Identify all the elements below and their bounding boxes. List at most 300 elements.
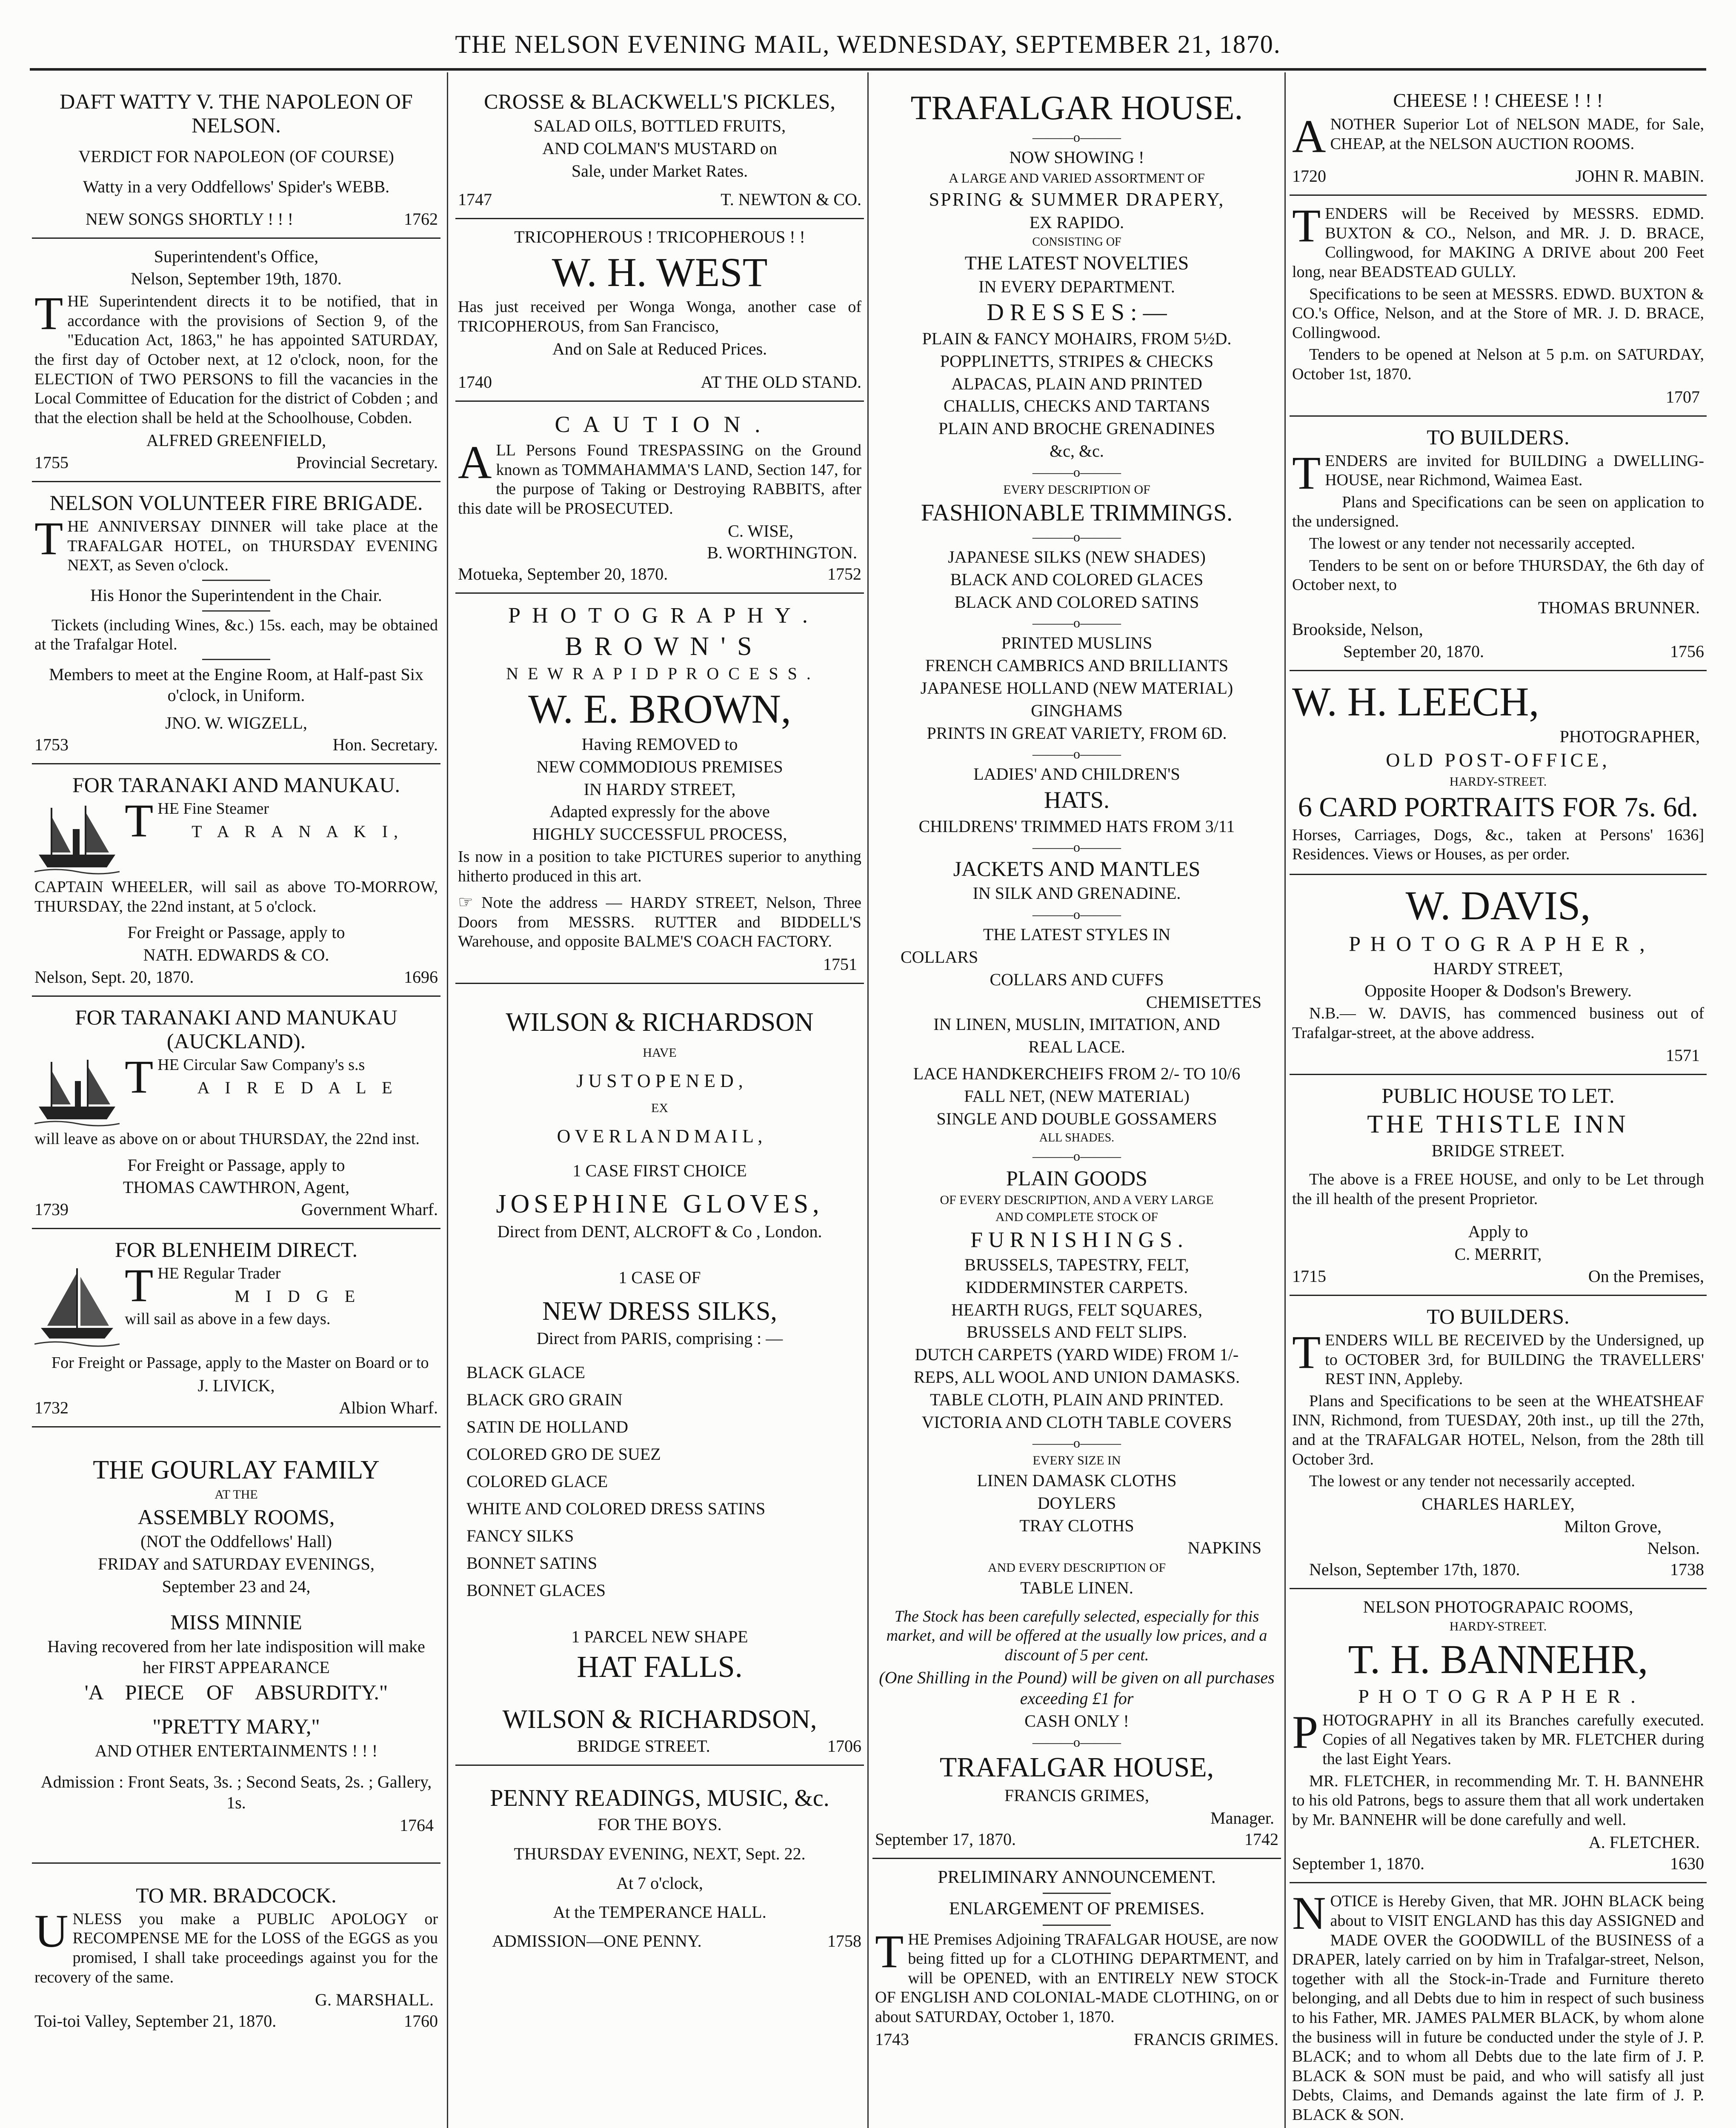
ad-line: PRINTS IN GREAT VARIETY, FROM 6D. [927,723,1227,743]
divider: ———o——— [1032,1734,1121,1750]
ad-line: 'A PIECE OF ABSURDITY." [84,1680,388,1705]
ad-number: 1758 [827,1931,861,1951]
ad-line: On the Premises, [1588,1267,1704,1286]
ad-signature: CHARLES HARLEY, [1421,1494,1575,1513]
ad-line: IN SILK AND GRENADINE. [972,884,1181,903]
ad-public-house [1290,1075,1707,1296]
ad-line: The Stock has been carefully selected, especially for this market, and will be offered at the usually low prices, and a discount of 5 per cent. [886,1607,1267,1664]
divider [202,659,270,660]
ad-body: The above is a FREE HOUSE, and only to be Let through the ill health of the present Proprietor. [1292,1170,1704,1208]
ad-line: MISS MINNIE [170,1610,302,1634]
ad-signature: JNO. W. WIGZELL, [165,713,307,732]
ad-footer [34,453,438,472]
ad-number: 1743 [875,2029,909,2049]
ad-title: PUBLIC HOUSE TO LET. [1381,1084,1615,1108]
divider [1043,1893,1111,1894]
column-4 [1290,81,1707,2128]
ad-signature: JOHN R. MABIN. [1575,166,1704,186]
ad-line: REPS, ALL WOOL AND UNION DAMASKS. [913,1367,1240,1387]
ad-line: AND OTHER ENTERTAINMENTS ! ! ! [94,1741,378,1761]
ad-title: TO BUILDERS. [1427,425,1570,449]
ad-title: TO BUILDERS. [1427,1304,1570,1329]
list-item: BONNET SATINS [466,1553,598,1573]
ad-line: Government Wharf. [301,1200,438,1219]
ad-number: 1742 [1244,1830,1278,1849]
ad-footer [1292,642,1704,661]
ad-number: 1747 [458,190,492,209]
ad-line: Apply to [1468,1222,1528,1241]
ad-line: NEW DRESS SILKS, [542,1297,777,1326]
ad-gourlay-family [32,1427,440,1864]
ad-title: TRAFALGAR HOUSE. [910,89,1243,127]
ad-line: HARDY STREET, [1433,958,1563,978]
ad-number: 1571 [1666,1046,1700,1065]
ad-title: THE GOURLAY FAMILY [93,1455,380,1484]
ad-line: AT THE OLD STAND. [701,372,861,392]
ad-date: September 1, 1870. [1292,1854,1425,1873]
ad-line: VERDICT FOR NAPOLEON (OF COURSE) [78,147,394,166]
ad-line: REAL LACE. [1028,1037,1125,1057]
ad-line: THE LATEST STYLES IN [983,925,1171,944]
ad-line: Superintendent's Office, [154,246,319,266]
ad-line: THURSDAY EVENING, NEXT, Sept. 22. [514,1844,806,1863]
ad-title: PENNY READINGS, MUSIC, &c. [490,1785,829,1812]
masthead: THE NELSON EVENING MAIL, WEDNESDAY, SEPTEMBER 21, 1870. [455,30,1281,58]
ad-date: Nelson, Sept. 20, 1870. [34,967,194,987]
ad-line: Plans and Specifications to be seen at the WHEATSHEAF INN, Richmond, from TUESDAY, 20th inst., up till the 27th, and at the TRAFALGAR HOTEL, Nelson, from the 28th till October 3rd. [1292,1392,1704,1468]
ad-line: JOSEPHINE GLOVES, [496,1190,824,1219]
ad-signature: G. MARSHALL. [315,1990,434,2010]
ad-line: Albion Wharf. [339,1398,438,1417]
ad-line: JAPANESE SILKS (NEW SHADES) [948,547,1206,566]
ad-trafalgar-house [872,81,1281,1859]
ad-line: At 7 o'clock, [616,1873,703,1893]
divider: ———o——— [1032,839,1121,855]
ad-footer [458,190,861,209]
ad-date: Motueka, September 20, 1870. [458,564,668,584]
ad-line: HAVE [643,1046,677,1060]
ad-line: For Freight or Passage, apply to [127,923,345,942]
ad-line: BLACK AND COLORED GLACES [950,569,1204,589]
ad-line: HARDY-STREET. [1449,774,1547,789]
ad-line: Tenders to be opened at Nelson at 5 p.m. on SATURDAY, October 1st, 1870. [1292,346,1704,383]
ad-builders-1 [1290,417,1707,671]
divider [1043,1925,1111,1926]
ad-line: BRUSSELS AND FELT SLIPS. [967,1322,1187,1342]
ad-signature: TRAFALGAR HOUSE, [939,1751,1214,1783]
ad-body: THE Premises Adjoining TRAFALGAR HOUSE, are now being fitted up for a CLOTHING DEPARTMENT, and will be OPENED, with an ENTIRELY NEW STOCK OF ENGLISH AND COLONIAL-MADE CLOTHING, on or about SATURDAY, October 1, 1870. [875,1925,1278,2026]
ad-signature: A. FLETCHER. [1588,1833,1700,1852]
ad-line: ALPACAS, PLAIN AND PRINTED [951,374,1202,393]
ad-line: P H O T O G R A P H E R . [1358,1685,1638,1707]
ad-line: BLACK AND COLORED SATINS [954,592,1199,612]
ad-leech-photographer [1290,671,1707,875]
ad-line: HATS. [1044,787,1110,814]
ad-line: EVERY DESCRIPTION OF [1003,482,1150,497]
ad-line: OLD POST-OFFICE, [1386,749,1610,771]
ad-footer [1292,1854,1704,1873]
ad-airedale [32,997,440,1229]
ad-line: N.B.— W. DAVIS, has commenced business out of Trafalgar-street, at the above address. [1292,1004,1704,1042]
ad-line: SINGLE AND DOUBLE GOSSAMERS [936,1109,1217,1128]
ad-body: UNLESS you make a PUBLIC APOLOGY or RECOMPENSE ME for the LOSS of the EGGS as you promised, I shall take proceedings against you for the recovery of the same. [34,1905,438,1986]
ad-footer [1292,166,1704,186]
ad-footer [458,1736,861,1756]
ad-line: &c, &c. [1050,441,1104,460]
ad-body: Horses, Carriages, Dogs, &c., taken at Persons' 1636] Residences. Views or Houses, as per order. [1292,826,1704,864]
ad-line: NOW SHOWING ! [1009,148,1144,167]
ad-line: SALAD OILS, BOTTLED FRUITS, [533,116,786,135]
ad-line: TRAY CLOTHS [1019,1516,1134,1535]
ad-date: September 17, 1870. [875,1830,1016,1849]
ad-signature: J. LIVICK, [197,1376,275,1395]
ad-line: Tickets (including Wines, &c.) 15s. each, may be obtained at the Trafalgar Hotel. [34,616,438,654]
ad-line: Adapted expressly for the above [549,802,770,821]
ad-date: September 23 and 24, [162,1577,311,1596]
ship-name: M I D G E [235,1286,361,1306]
ad-number: 1630 [1670,1854,1704,1873]
ad-line: PLAIN & FANCY MOHAIRS, FROM 5½D. [922,329,1232,348]
ad-line: EX RAPIDO. [1029,213,1124,232]
ad-number: 1760 [404,2011,438,2031]
ad-signature: T. NEWTON & CO. [721,190,861,209]
ad-line: FASHIONABLE TRIMMINGS. [921,500,1233,526]
ad-line: NELSON PHOTOGRAPAIC ROOMS, [1363,1597,1633,1616]
ad-number: 1715 [1292,1267,1326,1286]
ad-line: DOYLERS [1037,1493,1116,1513]
ad-signature: C. WISE, [728,521,793,541]
ad-daft-watty [32,81,440,239]
divider: ———o——— [1032,129,1121,145]
ad-body: TENDERS are invited for BUILDING a DWELLING-HOUSE, near Richmond, Waimea East. [1292,446,1704,499]
ad-title: FOR TARANAKI AND MANUKAU. [72,773,400,797]
ad-line: ALL SHADES. [1039,1131,1115,1145]
ad-pickles [455,81,864,219]
ad-penny-readings [455,1766,864,1959]
ad-title: TO MR. BRADCOCK. [136,1883,337,1907]
ad-line: Provincial Secretary. [296,453,438,472]
ad-line: LACE HANDKERCHEIFS FROM 2/- TO 10/6 [913,1064,1241,1084]
ad-line: NEW COMMODIOUS PREMISES [536,757,783,776]
ad-footer [458,564,861,584]
ad-line: IN HARDY STREET, [583,779,736,799]
divider: ———o——— [1032,615,1121,631]
ship-name: T A R A N A K I, [192,821,404,841]
ad-date: Nelson, September 19th, 1870. [131,269,342,289]
ad-line: LINEN DAMASK CLOTHS [977,1470,1177,1490]
ad-line: JACKETS AND MANTLES [953,857,1201,881]
ad-line: THE Fine Steamer [125,795,269,847]
steamer-ship-icon [34,799,120,876]
ad-body: Has just received per Wonga Wonga, another case of TRICOPHEROUS, from San Francisco, [458,297,861,335]
divider: ———o——— [1032,907,1121,922]
ad-line: Sale, under Market Rates. [571,161,748,180]
ad-signature: B. WORTHINGTON. [707,543,857,563]
ad-line: CONSISTING OF [1032,235,1121,249]
ad-line: P H O T O G R A P H E R , [1349,931,1647,955]
ad-preliminary [872,1859,1281,2057]
ad-title: TRICOPHEROUS ! TRICOPHEROUS ! ! [514,227,805,247]
ad-body: ALL Persons Found TRESPASSING on the Ground known as TOMMAHAMMA'S LAND, Section 147, for the purpose of Taking or Destroying RABBITS, after this date will be PROSECUTED. [458,436,861,518]
ad-line: The lowest or any tender not necessarily accepted. [1309,535,1636,553]
ad-footer [34,2011,438,2031]
ad-number: 1764 [400,1815,434,1835]
ad-footer [875,2030,1278,2049]
ad-number: 1751 [823,954,857,974]
ad-line: 1 CASE FIRST CHOICE [572,1161,747,1180]
ad-body: CAPTAIN WHEELER, will sail as above TO-MORROW, THURSDAY, the 22nd instant, at 5 o'clock. [34,878,438,915]
ad-number: 1707 [1666,387,1700,406]
ad-line: THE THISTLE INN [1367,1110,1629,1138]
ad-line: BRIDGE STREET. [577,1736,710,1756]
ad-line: PLAIN AND BROCHE GRENADINES [938,419,1215,438]
ad-number: 1762 [404,209,438,229]
ad-line: Direct from PARIS, comprising : — [536,1329,783,1348]
ad-davis-photographer [1290,875,1707,1075]
ad-number: 1755 [34,453,69,472]
ad-line: Note the address — HARDY STREET, Nelson, Three Doors from MESSRS. RUTTER and BIDDELL'S Warehouse, and opposite BALME'S COACH FACTORY. [458,894,862,951]
column-2 [455,81,864,2128]
ad-line: HIGHLY SUCCESSFUL PROCESS, [532,824,787,844]
ad-line: CHALLIS, CHECKS AND TARTANS [943,396,1210,416]
ad-line: ENLARGEMENT OF PREMISES. [949,1899,1205,1919]
divider: ———o——— [1032,1148,1121,1164]
divider: ———o——— [1032,529,1121,544]
ad-line: DUTCH CARPETS (YARD WIDE) FROM 1/- [915,1345,1239,1364]
ad-body: THE ANNIVERSAY DINNER will take place at the TRAFALGAR HOTEL, on THURSDAY EVENING NEXT, as Seven o'clock. [34,512,438,575]
ad-body: PHOTOGRAPHY in all its Branches carefully executed. Copies of all Negatives taken by MR. FLETCHER during the last Eight Years. [1292,1706,1704,1768]
ad-line: For Freight or Passage, apply to the Master on Board or to [51,1354,429,1372]
ad-line: MR. FLETCHER, in recommending Mr. T. H. BANNEHR to his old Patrons, begs to assure them that all work undertaken by Mr. BANNEHR will be done carefully and well. [1292,1772,1704,1829]
ad-number: 1740 [458,372,492,392]
ad-line: Milton Grove, [1564,1516,1662,1536]
ad-fire-brigade [32,482,440,764]
ad-line: IN LINEN, MUSLIN, IMITATION, AND [933,1015,1220,1034]
ad-footer [34,967,438,987]
ad-title: FOR TARANAKI AND MANUKAU (AUCKLAND). [75,1005,398,1053]
ad-line: B R O W N ' S [565,632,755,661]
column-divider [1284,72,1286,2128]
divider: ———o——— [1032,464,1121,480]
ad-number: 1696 [404,967,438,987]
ad-line: Is now in a position to take PICTURES superior to anything hitherto produced in this art. [458,848,861,885]
pointing-hand-icon: ☞ [458,892,473,912]
ad-line: The lowest or any tender not necessarily accepted. [1309,1472,1636,1490]
steamer-ship-icon [34,1055,120,1128]
ad-line: Specifications to be seen at MESSRS. EDWD. BUXTON & CO.'s Office, Nelson, and at the Store of MR. J. D. BRACE, Collingwood. [1292,285,1704,342]
column-3 [872,81,1281,2128]
ad-line: KIDDERMINSTER CARPETS. [965,1277,1188,1297]
ad-line: COLLARS AND CUFFS [990,970,1164,989]
ad-name: W. DAVIS, [1405,882,1591,928]
ad-line: NEW SONGS SHORTLY ! ! ! [86,209,294,229]
ad-line: For Freight or Passage, apply to [127,1155,345,1175]
ad-line: EX [651,1101,668,1115]
ad-line: Brookside, Nelson, [1292,619,1423,639]
ad-line: FOR THE BOYS. [598,1815,722,1834]
ad-line: Hon. Secretary. [332,735,438,755]
ad-line: His Honor the Superintendent in the Chair. [90,585,382,605]
ad-line: F U R N I S H I N G S . [970,1227,1183,1252]
ad-line: Nelson. [1647,1538,1700,1558]
ad-title: CROSSE & BLACKWELL'S PICKLES, [484,89,835,113]
ad-bannehr-photographer [1290,1589,1707,1884]
ad-title: FOR BLENHEIM DIRECT. [115,1238,357,1262]
ad-tricopherous [455,219,864,402]
list-item: BLACK GRO GRAIN [466,1390,623,1410]
divider: ———o——— [1032,1435,1121,1451]
ad-line: THE Circular Saw Company's s.s [125,1051,365,1103]
ad-footer [34,735,438,755]
ad-line: BRUSSELS, TAPESTRY, FELT, [964,1255,1189,1274]
ad-name: W. H. WEST [552,249,768,295]
ad-name: W. E. BROWN, [528,686,791,732]
ad-line: (NOT the Oddfellows' Hall) [140,1532,332,1551]
ad-line: ADMISSION—ONE PENNY. [492,1931,702,1951]
ad-signature: C. MERRIT, [1454,1244,1542,1264]
ad-line: AT THE [214,1487,258,1502]
ad-line: ASSEMBLY ROOMS, [137,1505,335,1529]
ad-body: NOTICE is Hereby Given, that MR. JOHN BLACK being about to VISIT ENGLAND has this day ASSIGNED and MADE OVER the GOODWILL of the BUSINESS of a DRAPER, lately carried on by him in Trafalgar-street, Nelson, together with all the Stock-in-Trade and Furniture thereto belonging, and all Debts due to him in respect of such business to his Father, MR. JAMES PALMER BLACK, by whom alone the business will in future be conducted under the style of J. P. BLACK; and to whom all Debts due to the late firm of J. P. BLACK & SON must be paid, and who will satisfy all just Debts, Claims, and Demands against the late firm of J. P. BLACK & SON. [1292,1887,1704,2124]
ad-line: POPPLINETTS, STRIPES & CHECKS [940,351,1214,371]
ad-line: Direct from DENT, ALCROFT & Co , London. [497,1221,822,1241]
ad-line: AND COLMAN'S MUSTARD on [542,138,777,158]
ad-date: Toi-toi Valley, September 21, 1870. [34,2011,277,2031]
ad-line: N E W R A P I D P R O C E S S . [506,664,813,684]
ad-footer [458,1931,861,1951]
column-divider [867,72,869,2128]
ad-line: EVERY SIZE IN [1032,1453,1121,1468]
ad-line: HEARTH RUGS, FELT SQUARES, [951,1300,1202,1319]
ad-line: At the TEMPERANCE HALL. [553,1902,766,1922]
ship-name: A I R E D A L E [197,1078,398,1097]
ad-line: O V E R L A N D M A I L , [557,1126,763,1147]
ad-name: W. H. LEECH, [1292,678,1539,724]
ad-date: September 20, 1870. [1343,641,1484,661]
ad-body: ANOTHER Superior Lot of NELSON MADE, for Sale, CHEAP, at the NELSON AUCTION ROOMS. [1292,110,1704,163]
ad-line: Members to meet at the Engine Room, at Half-past Six o'clock, in Uniform. [49,664,423,705]
ad-line: "PRETTY MARY," [152,1714,320,1739]
ad-line: THE LATEST NOVELTIES [964,252,1189,274]
ad-signature: THOMAS BRUNNER. [1538,598,1700,617]
list-item: SATIN DE HOLLAND [466,1417,628,1437]
ad-title: DAFT WATTY V. THE NAPOLEON OF NELSON. [60,89,413,137]
ad-line: J U S T O P E N E D , [576,1070,743,1091]
ad-title: C A U T I O N . [555,411,765,437]
divider: ———o——— [1032,746,1121,762]
ad-name: T. H. BANNEHR, [1348,1636,1648,1682]
ad-line: Manager. [1210,1808,1274,1828]
ad-line: Having recovered from her late indisposition will make her FIRST APPEARANCE [47,1636,425,1677]
ad-note [458,892,861,952]
ad-line: Opposite Hooper & Dodson's Brewery. [1364,981,1632,1001]
ad-line: FALL NET, (NEW MATERIAL) [964,1086,1190,1106]
ad-line: PRINTED MUSLINS [1001,633,1153,653]
ad-caution [455,402,864,594]
ad-tenders-drive [1290,196,1707,416]
ad-line: FRIDAY and SATURDAY EVENINGS, [98,1554,375,1574]
ad-line: Plans and Specifications can be seen on application to the undersigned. [1292,493,1704,531]
list-item: BLACK GLACE [466,1363,585,1382]
list-item: COLORED GRO DE SUEZ [466,1444,661,1464]
ad-signature: THOMAS CAWTHRON, Agent, [123,1178,350,1197]
ad-line: OF EVERY DESCRIPTION, AND A VERY LARGE [940,1193,1214,1207]
ad-body: will sail as above in a few days. [125,1310,331,1328]
ad-number: 1706 [827,1736,861,1756]
ad-line: Having REMOVED to [581,735,738,754]
ad-body: will leave as above on or about THURSDAY, the 22nd inst. [34,1130,420,1148]
ad-footer [34,1200,438,1219]
ad-line: HAT FALLS. [577,1650,743,1684]
list-item: FANCY SILKS [466,1526,574,1546]
ad-line: GINGHAMS [1031,701,1123,720]
masthead-rule [30,68,1706,71]
sailing-ship-icon [34,1264,120,1349]
ad-line: TABLE LINEN. [1020,1578,1133,1597]
ad-signature: ALFRED GREENFIELD, [146,431,326,450]
column-1 [32,81,440,2128]
ad-number: 1756 [1670,641,1704,661]
ad-title: WILSON & RICHARDSON [506,1007,814,1037]
ad-line: SPRING & SUMMER DRAPERY, [929,189,1225,210]
ad-footer [1292,1560,1704,1579]
ad-footer [34,1398,438,1418]
ad-date: Nelson, September 17th, 1870. [1309,1559,1520,1579]
ad-blenheim [32,1229,440,1427]
ad-title: PRELIMINARY ANNOUNCEMENT. [938,1868,1216,1888]
ad-line: LADIES' AND CHILDREN'S [973,764,1180,784]
ad-line: 6 CARD PORTRAITS FOR 7s. 6d. [1298,792,1699,823]
ad-signature: FRANCIS GRIMES. [1133,2029,1278,2049]
ad-line: And on Sale at Reduced Prices. [552,339,767,359]
ad-body: TENDERS WILL BE RECEIVED by the Undersigned, up to OCTOBER 3rd, for BUILDING the TRAVELLERS' REST INN, Appleby. [1292,1326,1704,1388]
ad-line: AND COMPLETE STOCK OF [995,1210,1158,1224]
ad-line: FRENCH CAMBRICS AND BRILLIANTS [925,656,1229,675]
ad-line: CHEMISETTES [1146,992,1261,1012]
ad-cheese [1290,81,1707,196]
ad-election-notice [32,239,440,483]
ad-line: IN EVERY DEPARTMENT. [978,277,1175,296]
ad-line: D R E S S E S : — [987,299,1167,326]
ad-line: NAPKINS [1187,1538,1261,1558]
ad-line: AND EVERY DESCRIPTION OF [987,1561,1166,1575]
ad-line: A LARGE AND VARIED ASSORTMENT OF [949,170,1205,186]
ad-line: PLAIN GOODS [1006,1166,1147,1190]
ad-footer [458,372,861,392]
list-item: WHITE AND COLORED DRESS SATINS [466,1499,766,1519]
ad-number: 1739 [34,1200,69,1219]
ad-body: THE Superintendent directs it to be notified, that in accordance with the provisions of Section 9, of the "Education Act, 1863," he has appointed SATURDAY, the first day of October next, at 12 o'clock, noon, for the ELECTION of TWO PERSONS to fill the vacancies in the Local Committee of Education for the district of Cobden ; and that the election shall be held at the Schoolhouse, Cobden. [34,287,438,427]
ad-line: HARDY-STREET. [1449,1619,1547,1634]
ad-footer [1292,1267,1704,1286]
ad-number: 1720 [1292,166,1326,186]
ad-footer [875,1830,1278,1849]
ad-line: PHOTOGRAPHER, [1559,727,1700,747]
ad-photography-brown [455,594,864,984]
ad-line: FRANCIS GRIMES, [1004,1786,1150,1805]
ad-taranaki [32,764,440,997]
ad-signature: NATH. EDWARDS & CO. [143,945,329,965]
divider [202,610,270,612]
ad-line: (One Shilling in the Pound) will be given on all purchases exceeding £1 for [879,1668,1275,1708]
column-divider [447,72,448,2128]
ad-number: 1753 [34,735,69,755]
ad-line: CASH ONLY ! [1024,1711,1129,1730]
ad-line: Watty in a very Oddfellows' Spider's WEBB. [83,177,390,196]
ad-line: THE Regular Trader [125,1259,281,1312]
ad-line: VICTORIA AND CLOTH TABLE COVERS [921,1412,1232,1432]
list-item: COLORED GLACE [466,1472,608,1491]
